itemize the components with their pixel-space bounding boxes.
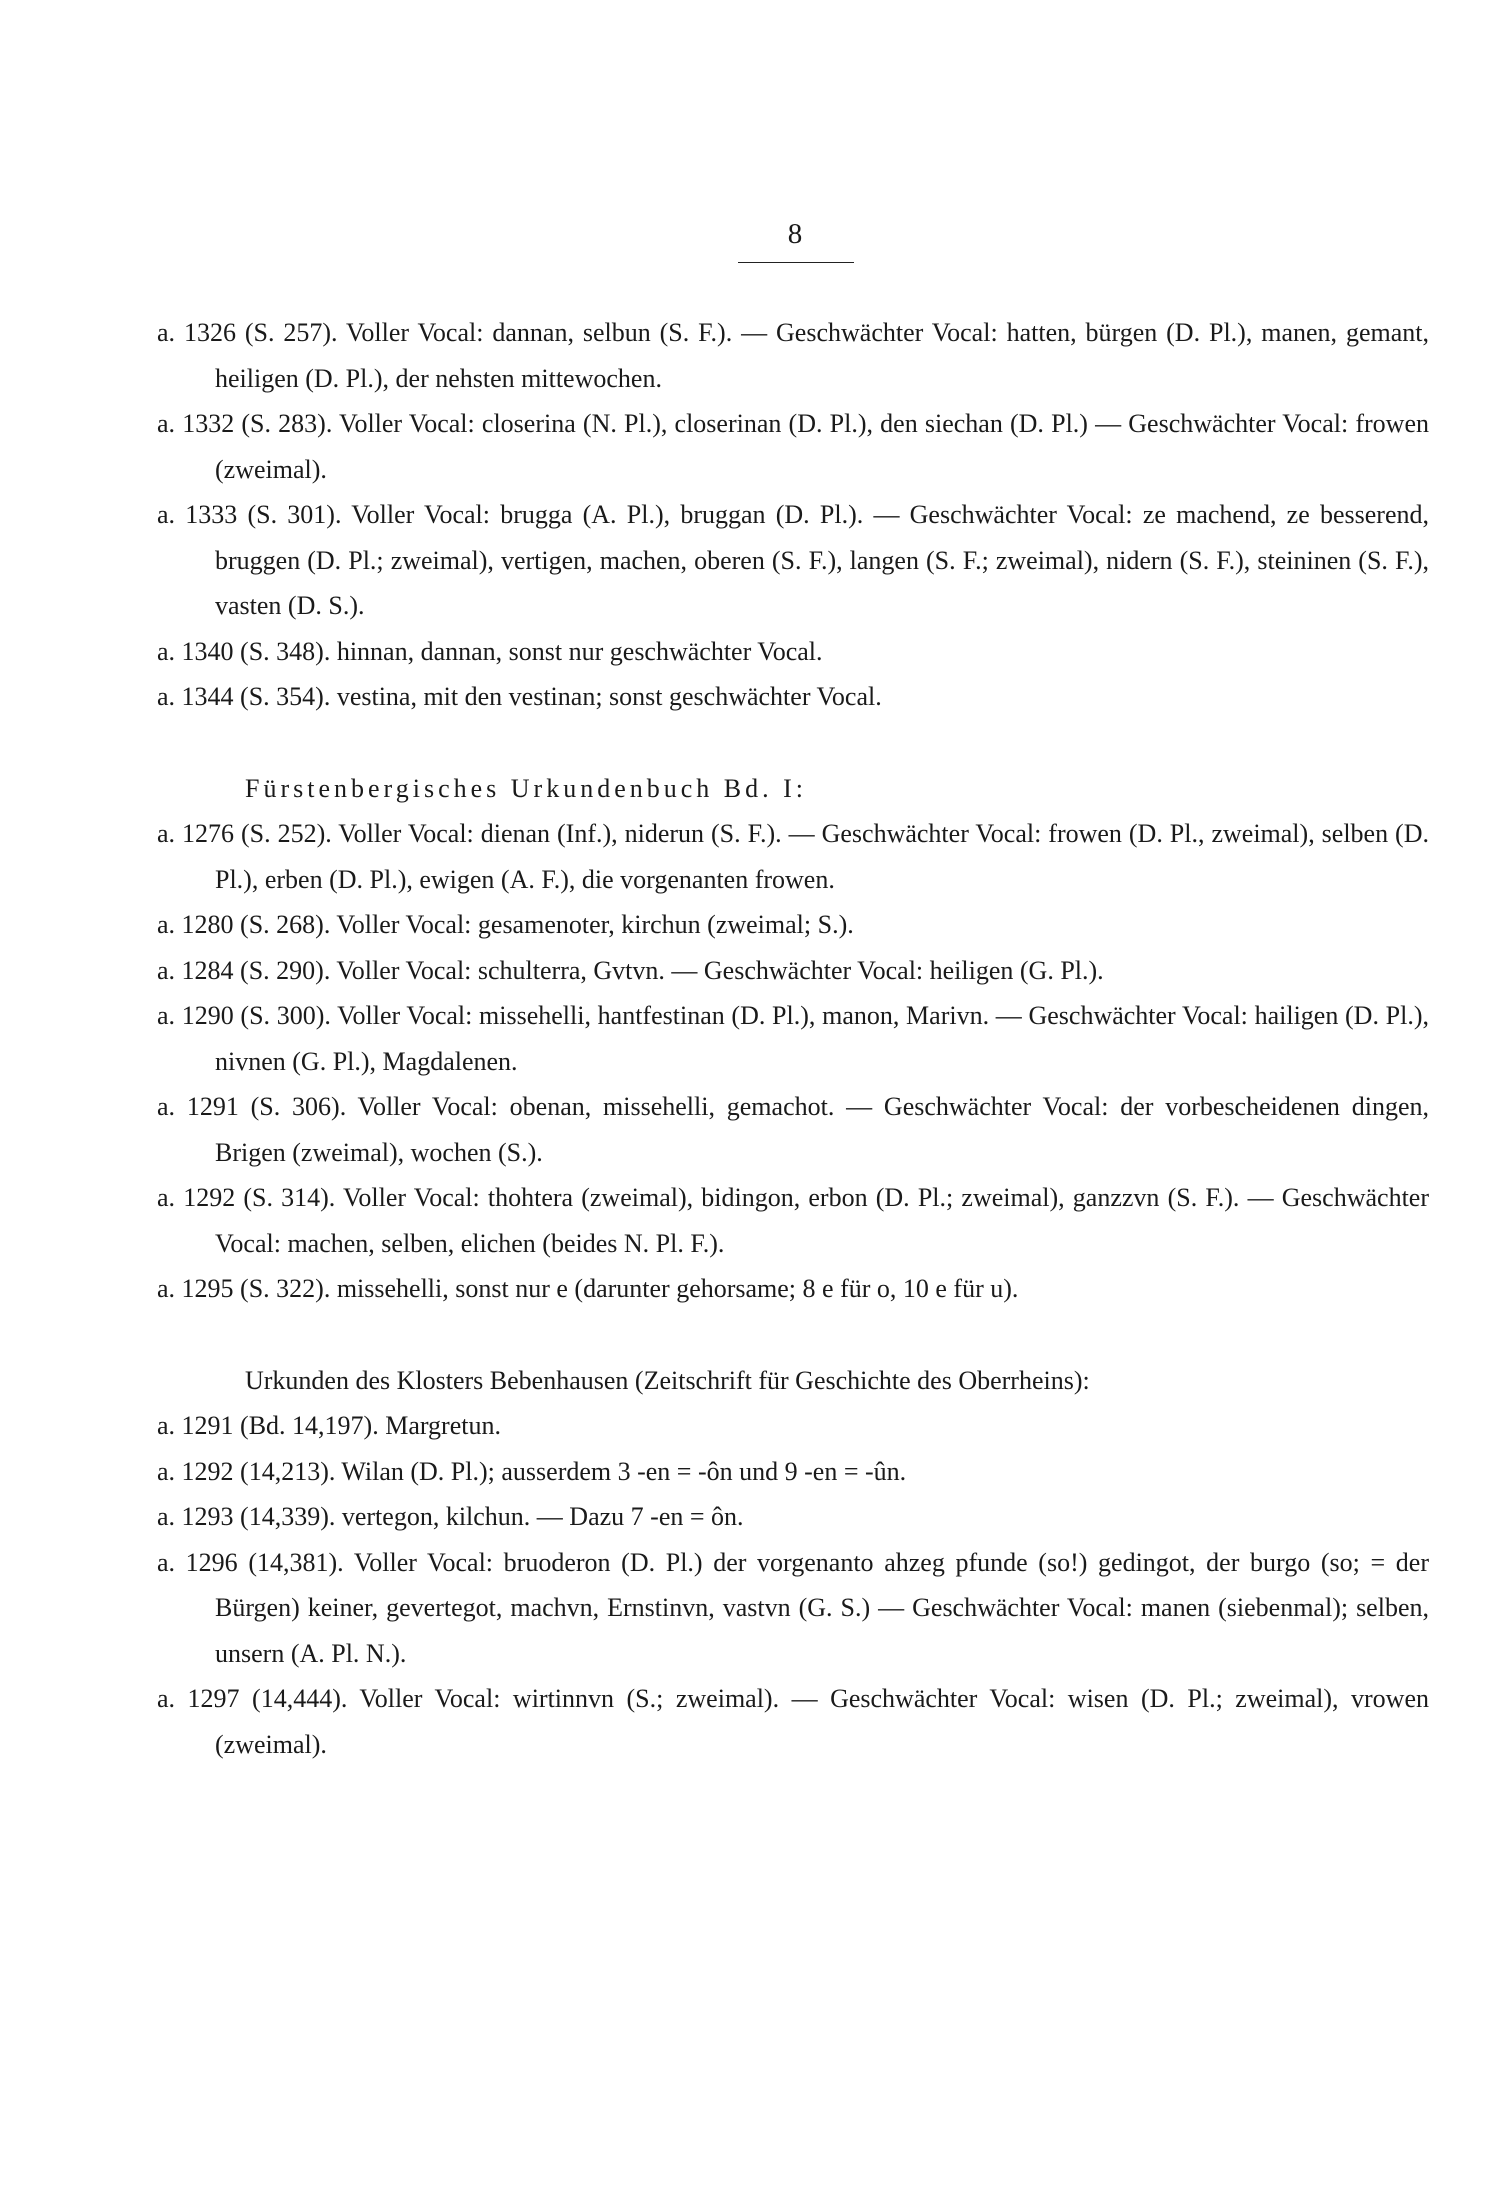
block-3 [157, 1358, 1429, 1768]
entry: a. 1276 (S. 252). Voller Vocal: dienan (Inf.), niderun (S. F.). — Geschwächter Vocal: frowen (D. Pl., zweimal), selben (D. Pl.), erben (D. Pl.), ewigen (A. F.), die vorgenanten frowen. [157, 819, 1429, 894]
page-content [157, 310, 1429, 1767]
entry: a. 1292 (S. 314). Voller Vocal: thohtera (zweimal), bidingon, erbon (D. Pl.; zweimal), ganzzvn (S. F.). — Geschwächter Vocal: machen, selben, elichen (beides N. Pl. F.). [157, 1183, 1429, 1258]
entry: a. 1290 (S. 300). Voller Vocal: missehelli, hantfestinan (D. Pl.), manon, Marivn. — Geschwächter Vocal: hailigen (D. Pl.), nivnen (G. Pl.), Magdalenen. [157, 1001, 1429, 1076]
entry: a. 1293 (14,339). vertegon, kilchun. — Dazu 7 -en = ôn. [157, 1502, 744, 1531]
entry: a. 1340 (S. 348). hinnan, dannan, sonst nur geschwächter Vocal. [157, 636, 823, 666]
entry: a. 1291 (Bd. 14,197). Margretun. [157, 1411, 501, 1440]
page-number: 8 [787, 218, 803, 250]
entry: a. 1297 (14,444). Voller Vocal: wirtinnvn (S.; zweimal). — Geschwächter Vocal: wisen (D. Pl.; zweimal), vrowen (zweimal). [157, 1684, 1429, 1759]
block-2 [157, 766, 1429, 1312]
page-number-rule [738, 262, 854, 263]
entry: a. 1295 (S. 322). missehelli, sonst nur e (darunter gehorsame; 8 e für o, 10 e für u). [157, 1274, 1019, 1303]
section-heading: Fürstenbergisches Urkundenbuch Bd. I: [245, 773, 808, 803]
section-heading: Urkunden des Klosters Bebenhausen (Zeitschrift für Geschichte des Oberrheins): [245, 1365, 1090, 1395]
entry: a. 1280 (S. 268). Voller Vocal: gesamenoter, kirchun (zweimal; S.). [157, 910, 854, 939]
entry: a. 1284 (S. 290). Voller Vocal: schulterra, Gvtvn. — Geschwächter Vocal: heiligen (G. Pl.). [157, 955, 1104, 985]
entry: a. 1344 (S. 354). vestina, mit den vestinan; sonst geschwächter Vocal. [157, 682, 882, 711]
entry: a. 1291 (S. 306). Voller Vocal: obenan, missehelli, gemachot. — Geschwächter Vocal: der vorbescheidenen dingen, Brigen (zweimal), wochen (S.). [157, 1092, 1429, 1167]
entry: a. 1326 (S. 257). Voller Vocal: dannan, selbun (S. F.). — Geschwächter Vocal: hatten, bürgen (D. Pl.), manen, gemant, heiligen (D. Pl.), der nehsten mittewochen. [157, 318, 1429, 393]
entry: a. 1292 (14,213). Wilan (D. Pl.); ausserdem 3 -en = -ôn und 9 -en = -ûn. [157, 1456, 907, 1486]
block-1 [157, 310, 1429, 720]
entry: a. 1333 (S. 301). Voller Vocal: brugga (A. Pl.), bruggan (D. Pl.). — Geschwächter Vocal: ze machend, ze besserend, bruggen (D. Pl.; zweimal), vertigen, machen, oberen (S. F.), langen (S. F.; zweimal), nidern (S. F.), steininen (S. F.), vasten (D. S.). [157, 500, 1429, 620]
entry: a. 1332 (S. 283). Voller Vocal: closerina (N. Pl.), closerinan (D. Pl.), den siechan (D. Pl.) — Geschwächter Vocal: frowen (zweimal). [157, 409, 1429, 484]
entry: a. 1296 (14,381). Voller Vocal: bruoderon (D. Pl.) der vorgenanto ahzeg pfunde (so!) gedingot, der burgo (so; = der Bürgen) keiner, gevertegot, machvn, Ernstinvn, vastvn (G. S.) — Geschwächter Vocal: manen (siebenmal); selben, unsern (A. Pl. N.). [157, 1547, 1429, 1668]
